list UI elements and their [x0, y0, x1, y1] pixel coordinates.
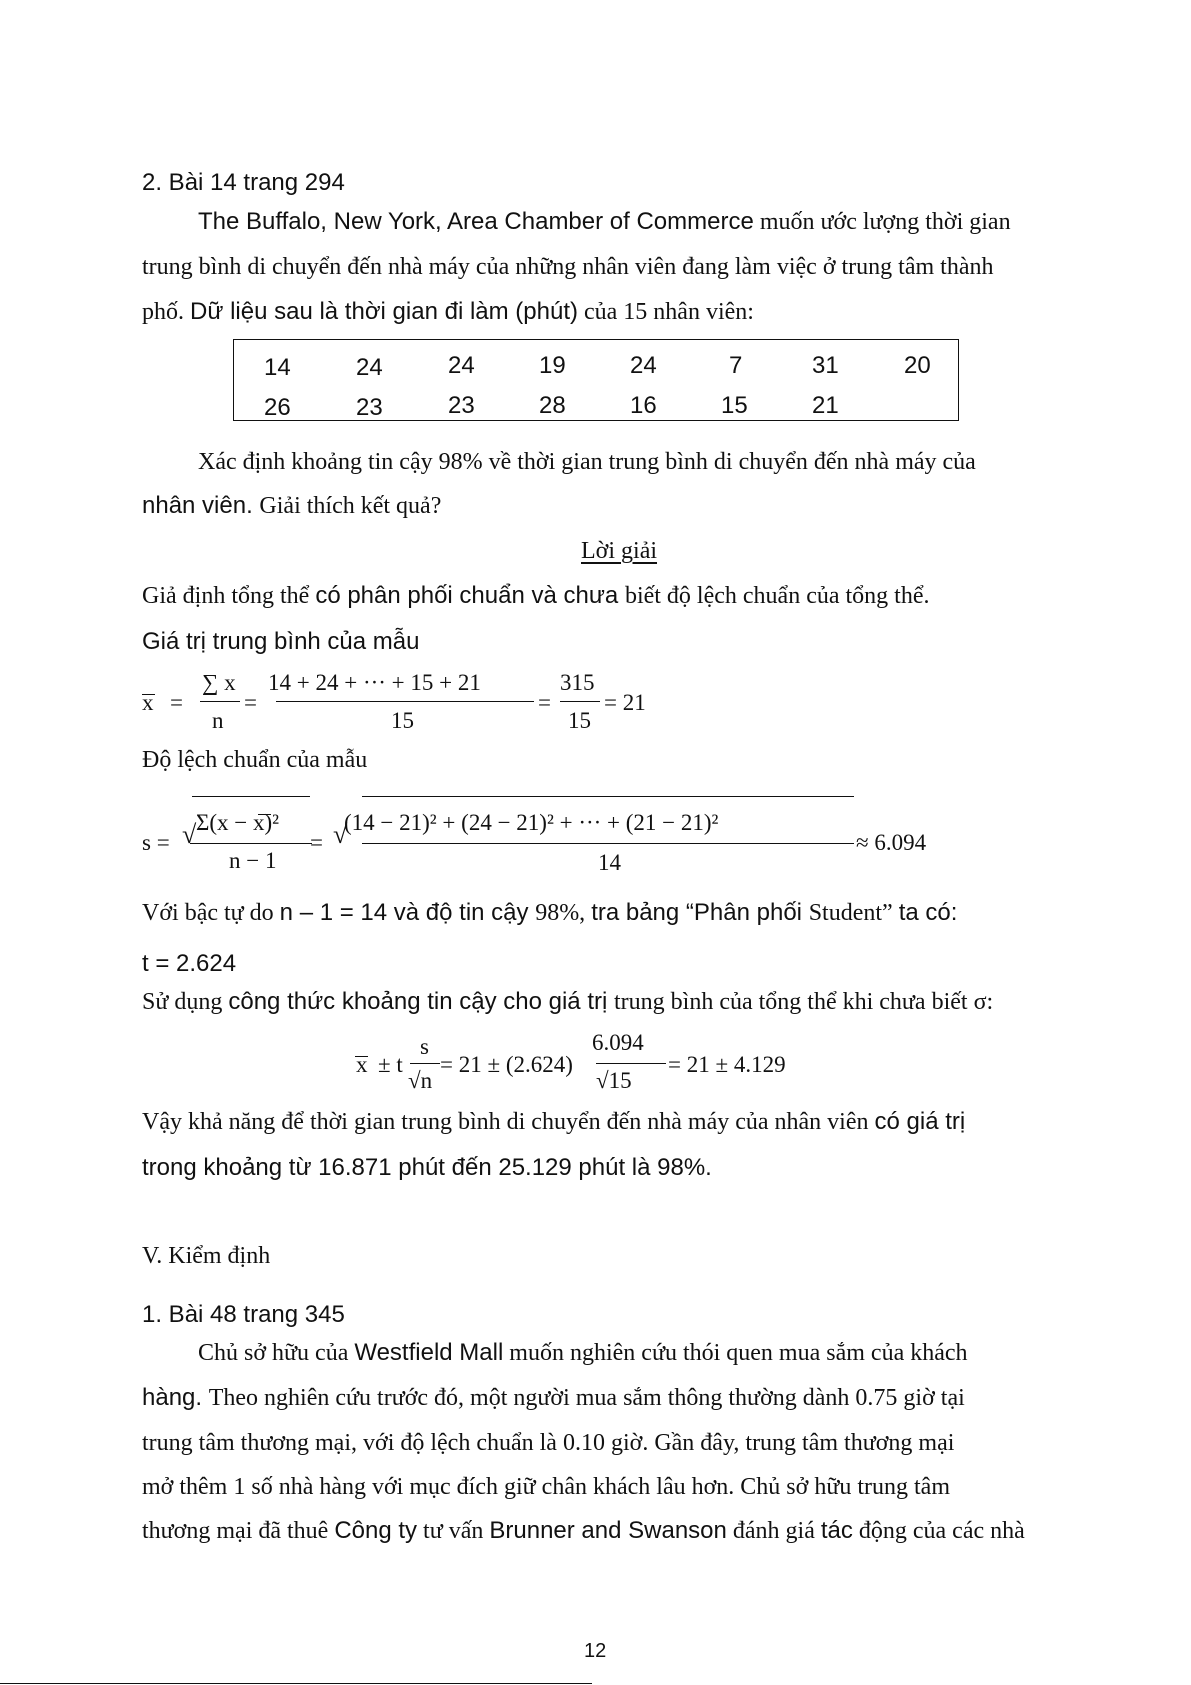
- x-bar-overline: [355, 1056, 368, 1057]
- radical-bar: [192, 796, 310, 797]
- fraction-bar: [190, 843, 312, 844]
- table-cell: 16: [630, 392, 657, 419]
- mean-result: = 21: [604, 690, 646, 715]
- sd-expansion: (14 − 21)² + (24 − 21)² + ··· + (21 − 21)²: [344, 810, 719, 835]
- organization-name: The Buffalo, New York, Area Chamber of Commerce: [198, 208, 754, 235]
- sum-x: ∑ x: [202, 670, 236, 695]
- table-cell: 24: [448, 352, 475, 379]
- table-cell: 24: [630, 352, 657, 379]
- sqrt-15: √15: [596, 1068, 632, 1093]
- fraction-bar: [410, 1063, 440, 1064]
- ci-intro-line: Sử dụng công thức khoảng tin cậy cho giá trị trung bình của tổng thể khi chưa biết σ:: [142, 988, 994, 1015]
- page-number: 12: [584, 1640, 607, 1662]
- mean-label: Giá trị trung bình của mẫu: [142, 628, 420, 655]
- table-cell: 23: [448, 392, 475, 419]
- table-cell: 23: [356, 394, 383, 421]
- problem2-line-3: trung tâm thương mại, với độ lệch chuẩn là 0.10 giờ. Gần đây, trung tâm thương mại: [142, 1430, 955, 1456]
- question-line-1: Xác định khoảng tin cậy 98% về thời gian trung bình di chuyển đến nhà máy của: [198, 449, 976, 475]
- table-cell: 31: [812, 352, 839, 379]
- t-value: t = 2.624: [142, 950, 237, 977]
- footer-rule: [0, 1683, 592, 1684]
- fraction-bar: [596, 1063, 666, 1064]
- sqrt-symbol: √: [333, 820, 348, 849]
- degrees-of-freedom-line: Với bậc tự do n – 1 = 14 và độ tin cậy 98%, tra bảng “Phân phối Student” ta có:: [142, 899, 958, 926]
- fraction-bar: [362, 843, 854, 844]
- conclusion-line-1: Vậy khả năng để thời gian trung bình di chuyển đến nhà máy của nhân viên có giá trị: [142, 1108, 966, 1135]
- x-bar-overline: [258, 814, 271, 815]
- radical-bar: [362, 796, 854, 797]
- table-cell: 7: [729, 352, 743, 379]
- intro-line-3: phố. Dữ liệu sau là thời gian đi làm (phút) của 15 nhân viên:: [142, 298, 754, 325]
- conclusion-line-2: trong khoảng từ 16.871 phút đến 25.129 phút là 98%.: [142, 1154, 712, 1181]
- fraction-bar: [560, 701, 600, 702]
- sd-numerator: Σ(x − x)²: [196, 810, 280, 835]
- section-heading: V. Kiểm định: [142, 1243, 271, 1269]
- solution-title: Lời giải: [581, 538, 658, 564]
- table-cell: 19: [539, 352, 566, 379]
- table-cell: 28: [539, 392, 566, 419]
- problem2-line-5: thương mại đã thuê Công ty tư vấn Brunner and Swanson đánh giá tác động của các nhà: [142, 1517, 1025, 1544]
- problem-heading: 2. Bài 14 trang 294: [142, 169, 345, 196]
- table-cell: 21: [812, 392, 839, 419]
- commute-times-table: [233, 339, 959, 421]
- table-cell: 20: [904, 352, 931, 379]
- x-bar-overline: [142, 694, 155, 695]
- sd-result: ≈ 6.094: [856, 830, 927, 855]
- fraction-bar: [276, 701, 534, 702]
- problem-heading: 1. Bài 48 trang 345: [142, 1301, 345, 1328]
- problem2-line-4: mở thêm 1 số nhà hàng với mục đích giữ chân khách lâu hơn. Chủ sở hữu trung tâm: [142, 1474, 950, 1500]
- table-cell: 26: [264, 394, 291, 421]
- table-cell: 15: [721, 392, 748, 419]
- table-cell: 24: [356, 354, 383, 381]
- sqrt-symbol: √: [182, 820, 197, 849]
- intro-line-1: The Buffalo, New York, Area Chamber of Commerce muốn ước lượng thời gian: [198, 208, 1011, 235]
- sqrt-n: √n: [408, 1068, 433, 1093]
- problem2-line-1: Chủ sở hữu của Westfield Mall muốn nghiên cứu thói quen mua sắm của khách: [198, 1339, 968, 1366]
- intro-line-2: trung bình di chuyển đến nhà máy của những nhân viên đang làm việc ở trung tâm thành: [142, 254, 994, 280]
- sd-label: Độ lệch chuẩn của mẫu: [142, 747, 368, 773]
- table-cell: 14: [264, 354, 291, 381]
- fraction-bar: [200, 701, 240, 702]
- x-bar-symbol: x: [142, 690, 154, 715]
- sum-expansion: 14 + 24 + ··· + 15 + 21: [268, 670, 481, 695]
- problem2-line-2: hàng. Theo nghiên cứu trước đó, một người mua sắm thông thường dành 0.75 giờ tại: [142, 1384, 965, 1411]
- ci-result: = 21 ± 4.129: [668, 1052, 786, 1077]
- question-line-2: nhân viên. Giải thích kết quả?: [142, 492, 442, 519]
- assumption-line: Giả định tổng thể có phân phối chuẩn và chưa biết độ lệch chuẩn của tổng thể.: [142, 582, 930, 609]
- x-bar-symbol: x: [356, 1052, 368, 1077]
